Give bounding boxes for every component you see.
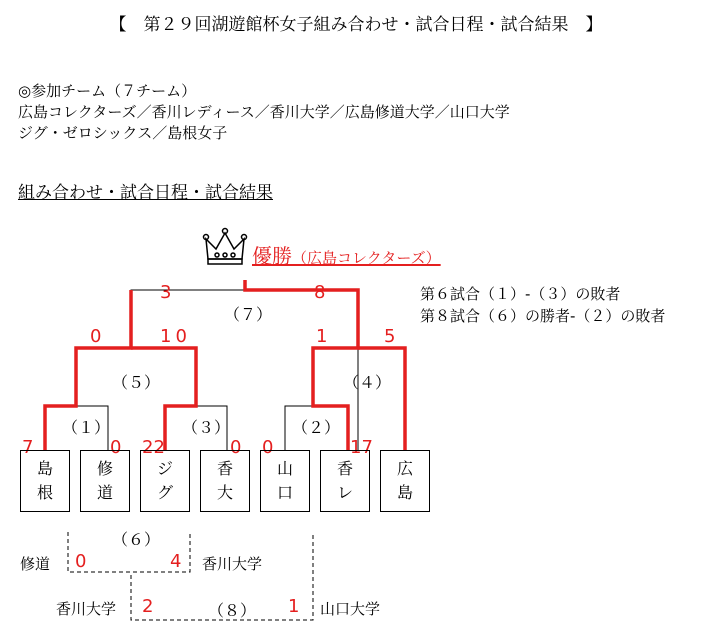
crown-icon: [202, 225, 248, 267]
m6-left-team: 修道: [20, 555, 51, 573]
score-m1-right: 0: [110, 437, 122, 458]
participants-line-1: 広島コレクターズ／香川レディース／香川大学／広島修道大学／山口大学: [18, 103, 510, 121]
team-box-kagawa-ladies: [320, 450, 370, 512]
score-m3-left: 22: [142, 437, 165, 458]
score-m2-right: 17: [350, 437, 373, 458]
champion-label: 優勝: [252, 244, 292, 268]
match-label-1: （１）: [62, 418, 111, 437]
team-name-char: 道: [96, 483, 113, 502]
score-m6-right: 4: [170, 551, 182, 572]
champion-banner: [252, 240, 441, 269]
score-m8-right: 1: [288, 596, 300, 617]
match-label-6: （６）: [112, 530, 161, 549]
participants-line-2: ジグ・ゼロシックス／島根女子: [18, 124, 228, 142]
team-name-char: 大: [216, 483, 233, 502]
team-name-char: 修: [96, 459, 113, 478]
team-name-char: 香: [216, 459, 233, 478]
team-name-char: グ: [156, 483, 173, 502]
score-m7-right: 8: [314, 282, 326, 303]
team-name-char: レ: [336, 483, 353, 502]
team-box-kagawa-univ: [200, 450, 250, 512]
score-m6-left: 0: [75, 551, 87, 572]
page-title: 【 第２９回湖遊館杯女子組み合わせ・試合日程・試合結果 】: [109, 15, 603, 35]
team-box-jig: [140, 450, 190, 512]
m8-left-team: 香川大学: [56, 600, 117, 618]
team-name-char: 島: [36, 459, 53, 478]
note-match-8: 第８試合（６）の勝者-（２）の敗者: [420, 307, 666, 325]
score-m1-left: 7: [22, 437, 34, 458]
team-box-shimane: [20, 450, 70, 512]
note-match-6: 第６試合（１）-（３）の敗者: [420, 285, 621, 303]
team-name-char: 根: [36, 483, 53, 502]
champion-team: （広島コレクターズ）: [292, 249, 441, 267]
team-name-char: 広: [396, 459, 413, 478]
participants-header: ◎参加チーム（７チーム）: [18, 82, 197, 100]
score-m4-right: 5: [384, 326, 396, 347]
team-name-char: 山: [276, 459, 293, 478]
team-name-char: ジ: [156, 459, 173, 478]
m6-right-team: 香川大学: [202, 555, 263, 573]
score-m5-left: 0: [90, 326, 102, 347]
team-name-char: 島: [396, 483, 413, 502]
match-label-7: （７）: [224, 305, 273, 324]
score-m2-left: 0: [262, 437, 274, 458]
score-m4-left: 1: [316, 326, 328, 347]
match-label-5: （５）: [112, 373, 161, 392]
score-m3-right: 0: [230, 437, 242, 458]
match-label-2: （２）: [292, 418, 341, 437]
score-m7-left: 3: [160, 282, 172, 303]
team-name-char: 香: [336, 459, 353, 478]
match-label-3: （３）: [182, 418, 231, 437]
score-m8-left: 2: [142, 596, 154, 617]
team-box-shudo: [80, 450, 130, 512]
section-heading: 組み合わせ・試合日程・試合結果: [18, 183, 273, 203]
m8-right-team: 山口大学: [320, 600, 381, 618]
team-box-yamaguchi: [260, 450, 310, 512]
match-label-8: （８）: [208, 601, 257, 620]
match-label-4: （４）: [343, 373, 392, 392]
team-name-char: 口: [276, 483, 293, 502]
team-box-hiroshima: [380, 450, 430, 512]
score-m5-right: 10: [160, 326, 191, 347]
